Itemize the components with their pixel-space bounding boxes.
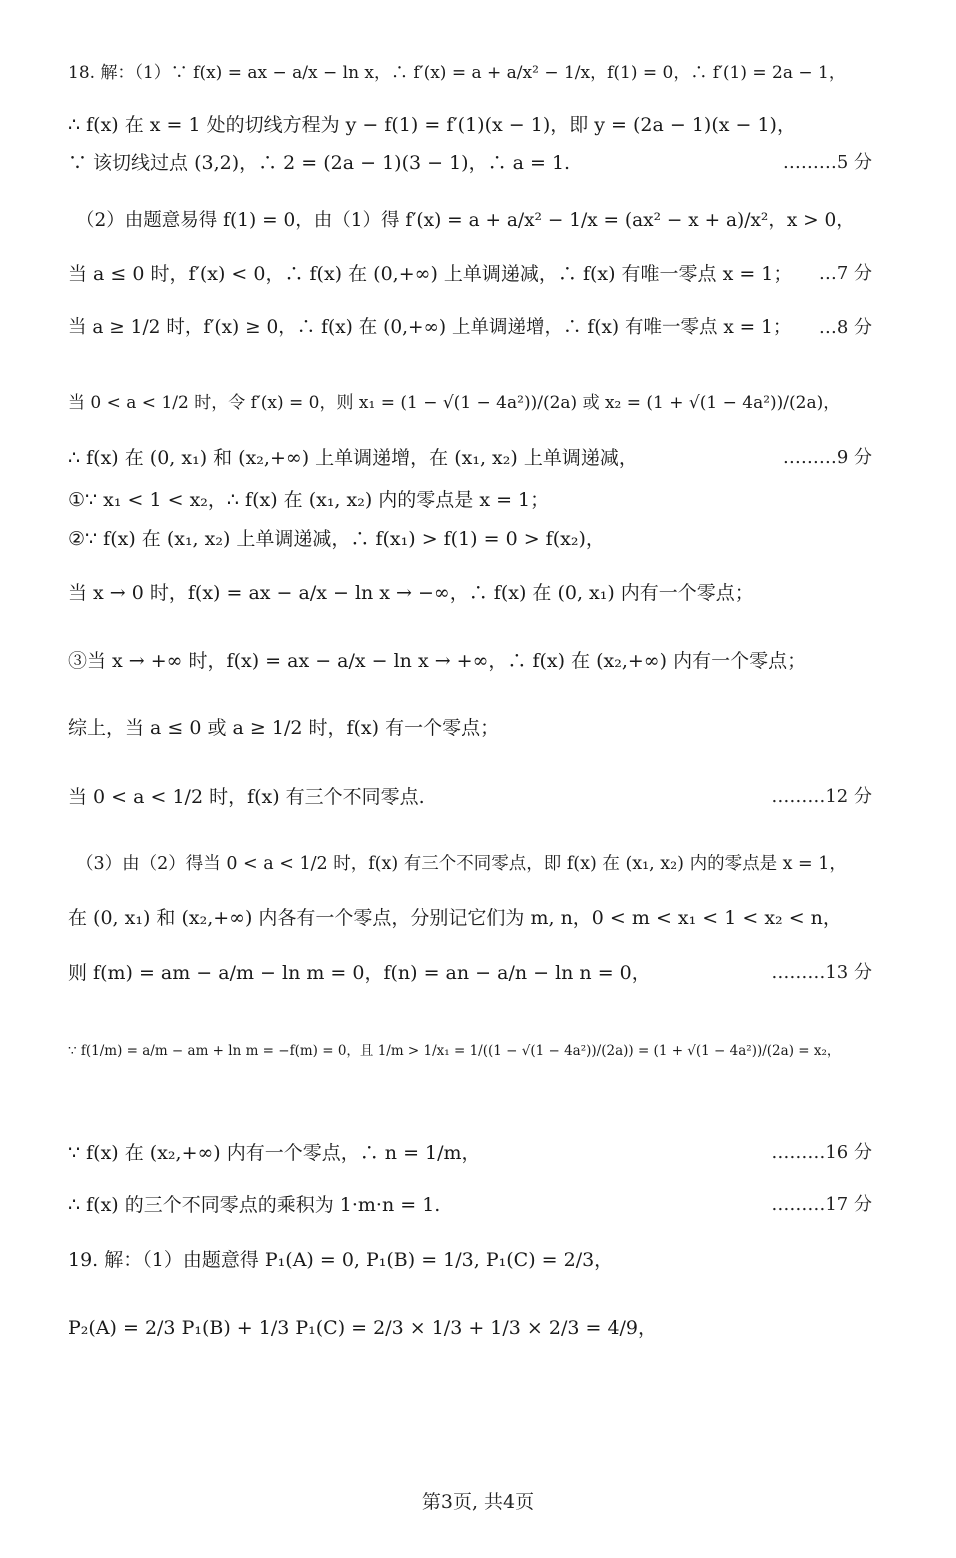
line-text: ③当 x → +∞ 时，f(x) = ax − a/x − ln x → +∞，∴ f(x) 在 (x₂,+∞) 内有一个零点； (68, 650, 807, 672)
line-10 (68, 524, 872, 554)
line-2 (68, 110, 872, 140)
score-marker: ………16 分 (771, 1142, 872, 1163)
line-text: 当 0 < a < 1/2 时，令 f′(x) = 0，则 x₁ = (1 − √(1 − 4a²))/(2a) 或 x₂ = (1 + √(1 − 4a²))/(2a)， (68, 393, 841, 413)
line-15 (76, 849, 872, 879)
line-text: 在 (0, x₁) 和 (x₂,+∞) 内各有一个零点，分别记它们为 m, n，0 < m < x₁ < 1 < x₂ < n， (68, 907, 842, 929)
line-4 (76, 206, 872, 236)
line-text: ∴ f(x) 在 (0, x₁) 和 (x₂,+∞) 上单调递增，在 (x₁, x₂) 上单调递减， (68, 447, 638, 469)
line-text: ∵ 该切线过点 (3,2)，∴ 2 = (2a − 1)(3 − 1)，∴ a = 1. (68, 152, 571, 174)
line-text: ∴ f(x) 的三个不同零点的乘积为 1·m·n = 1. (68, 1194, 441, 1216)
line-text: 18. 解：（1）∵ f(x) = ax − a/x − ln x，∴ f′(x) = a + a/x² − 1/x，f(1) = 0，∴ f′(1) = 2a − 1， (68, 63, 846, 83)
score-marker: ………13 分 (771, 962, 872, 983)
line-14 (68, 782, 872, 812)
line-text: 当 0 < a < 1/2 时，f(x) 有三个不同零点. (68, 786, 425, 808)
score-marker: ………17 分 (771, 1194, 872, 1215)
score-marker: …7 分 (818, 263, 872, 284)
score-marker: ………12 分 (771, 786, 872, 807)
line-text: ∴ f(x) 在 x = 1 处的切线方程为 y − f(1) = f′(1)(x − 1)，即 y = (2a − 1)(x − 1)， (68, 114, 796, 136)
line-9 (68, 485, 872, 515)
score-marker: ………9 分 (782, 447, 872, 468)
line-13 (68, 713, 872, 743)
line-19 (68, 1138, 872, 1168)
line-text: 当 a ≥ 1/2 时，f′(x) ≥ 0，∴ f(x) 在 (0,+∞) 上单调递增，∴ f(x) 有唯一零点 x = 1； (68, 317, 792, 338)
line-21 (68, 1245, 872, 1275)
line-5 (68, 259, 872, 289)
line-18 (68, 1036, 872, 1066)
line-7 (68, 388, 872, 418)
line-text: 则 f(m) = am − a/m − ln m = 0，f(n) = an − a/n − ln n = 0， (68, 962, 651, 984)
line-6 (68, 313, 872, 343)
line-text: （3）由（2）得当 0 < a < 1/2 时，f(x) 有三个不同零点，即 f(x) 在 (x₁, x₂) 内的零点是 x = 1， (76, 854, 847, 874)
line-text: ∵ f(1/m) = a/m − am + ln m = −f(m) = 0，且 1/m > 1/x₁ = 1/((1 − √(1 − 4a²))/(2a)) = (1 + √(1 − 4a²))/(2a) = x₂， (68, 1043, 841, 1059)
line-20 (68, 1190, 872, 1220)
line-text: P₂(A) = 2/3 P₁(B) + 1/3 P₁(C) = 2/3 × 1/3 + 1/3 × 2/3 = 4/9， (68, 1317, 658, 1339)
line-8 (68, 443, 872, 473)
line-17 (68, 958, 872, 988)
line-3 (68, 148, 872, 178)
line-text: 当 x → 0 时，f(x) = ax − a/x − ln x → −∞，∴ f(x) 在 (0, x₁) 内有一个零点； (68, 582, 754, 604)
line-text: ∵ f(x) 在 (x₂,+∞) 内有一个零点，∴ n = 1/m， (68, 1142, 481, 1164)
line-11 (68, 578, 872, 608)
score-marker: …8 分 (818, 317, 872, 338)
line-text: ②∵ f(x) 在 (x₁, x₂) 上单调递减，∴ f(x₁) > f(1) = 0 > f(x₂)， (68, 528, 605, 550)
line-12 (68, 646, 872, 676)
line-16 (68, 903, 872, 933)
line-text: ①∵ x₁ < 1 < x₂，∴ f(x) 在 (x₁, x₂) 内的零点是 x = 1； (68, 489, 550, 511)
line-text: （2）由题意易得 f(1) = 0，由（1）得 f′(x) = a + a/x² − 1/x = (ax² − x + a)/x²，x > 0， (76, 210, 855, 231)
line-22 (68, 1313, 872, 1343)
page-footer: 第3页, 共4页 (421, 1491, 535, 1513)
score-marker: ………5 分 (782, 152, 872, 173)
line-text: 综上，当 a ≤ 0 或 a ≥ 1/2 时，f(x) 有一个零点； (68, 717, 500, 739)
line-text: 19. 解：（1）由题意得 P₁(A) = 0, P₁(B) = 1/3, P₁(C) = 2/3， (68, 1249, 614, 1271)
line-1 (68, 58, 872, 88)
line-text: 当 a ≤ 0 时，f′(x) < 0，∴ f(x) 在 (0,+∞) 上单调递减，∴ f(x) 有唯一零点 x = 1； (68, 263, 793, 285)
